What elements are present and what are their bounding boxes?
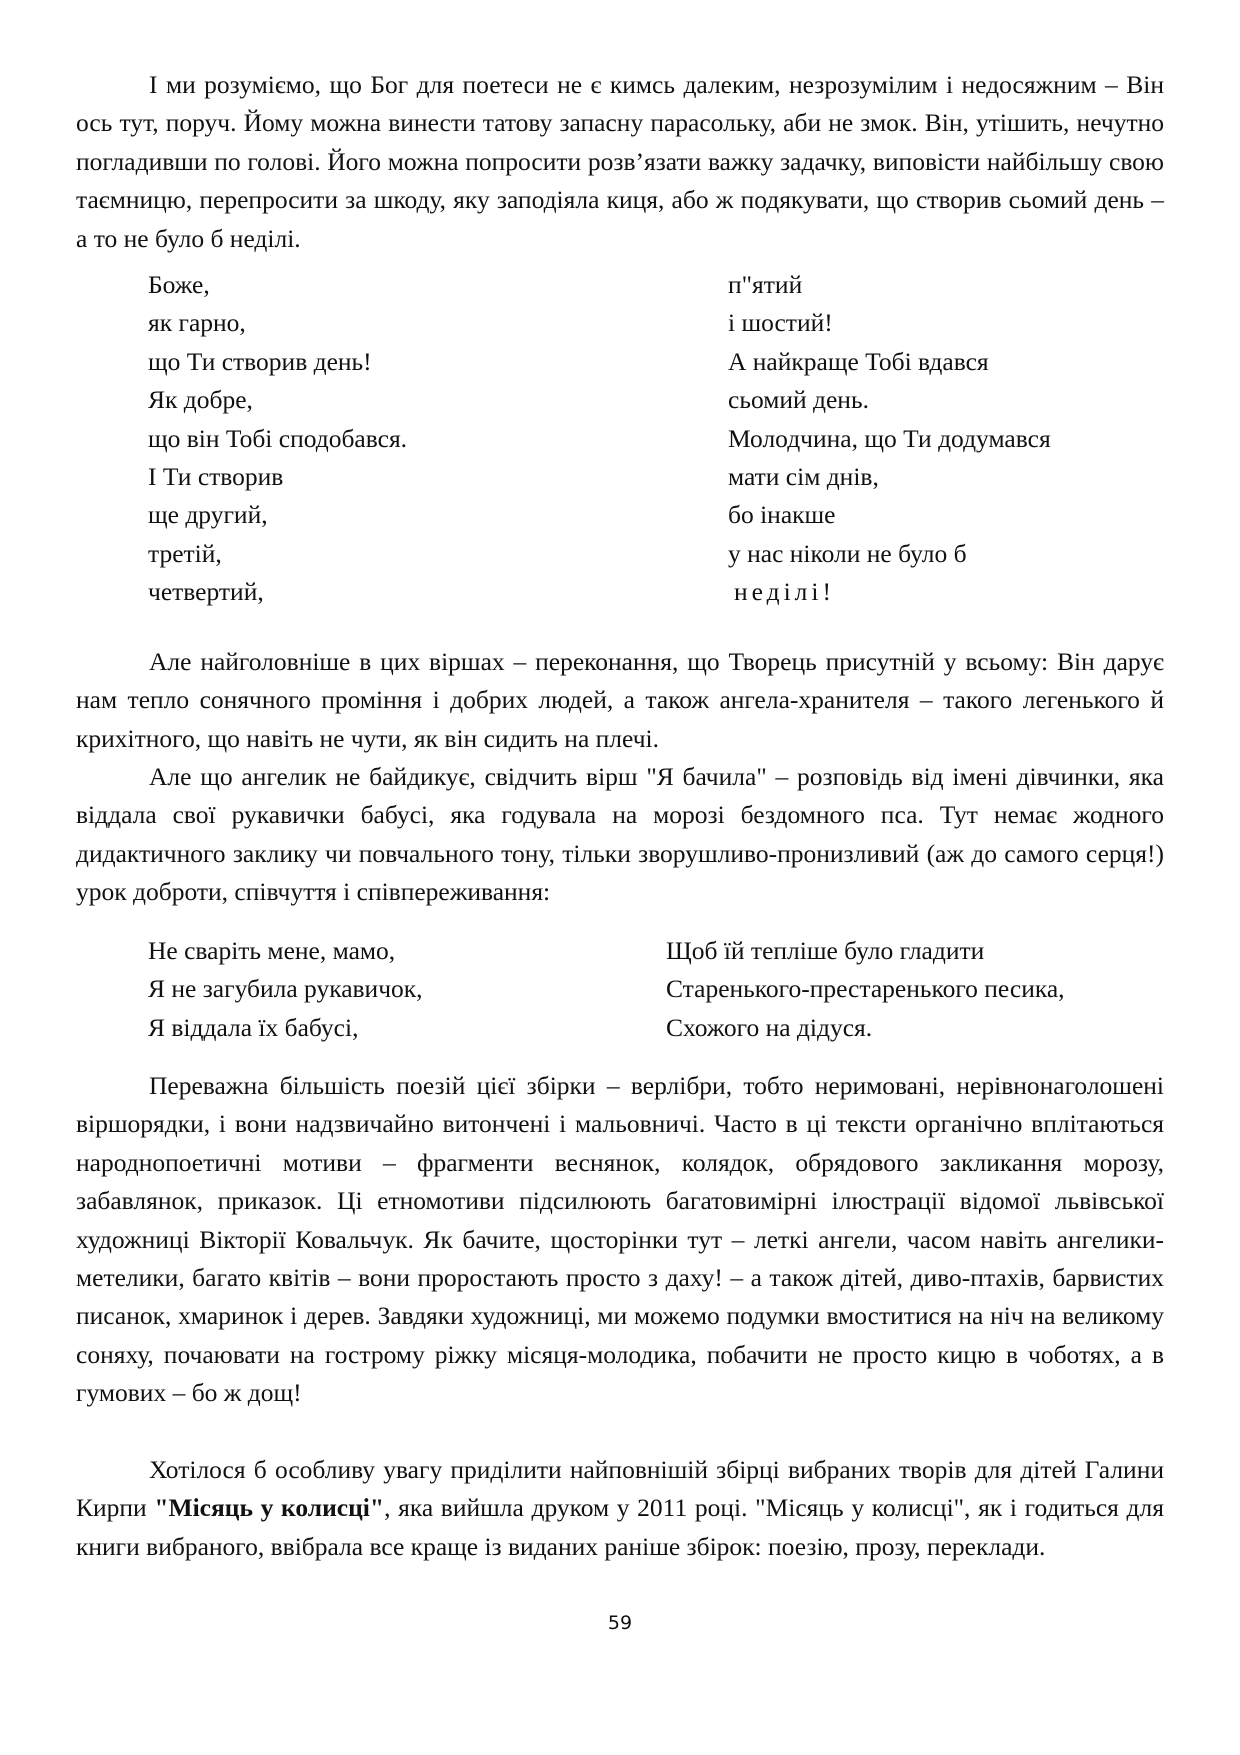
poem-line: Я віддала їх бабусі, [148, 1012, 359, 1042]
poem-1-right-column [728, 266, 1051, 612]
poem-1-left-column [148, 266, 407, 612]
poem-line: ще другий, [148, 500, 268, 530]
poem-line: Не сваріть мене, мамо, [148, 936, 396, 965]
poem-line: що він Тобі сподобався. [148, 423, 408, 453]
poem-line: п"ятий [728, 270, 803, 299]
poem-line: А найкраще Тобі вдався [728, 346, 989, 376]
poem-line: і шостий! [728, 308, 833, 338]
paragraph-4: Переважна більшість поезій цієї збірки – верлібри, тобто неримовані, нерівнонаголошені віршорядки, і вони надзвичайно витончені і мальовничі. Часто в ці тексти органічно вплітаються народнопоетичні мотиви – фрагменти веснянок, колядок, обрядового закликання морозу, забавлянок, приказок. Ці етномотиви підсилюють багатовимірні ілюстрації відомої львівської художниці Вікторії Ковальчук. Як бачите, щосторінки тут – леткі ангели, часом навіть ангелики-метелики, багато квітів – вони проростають просто з даху! – а також дітей, диво-птахів, барвистих писанок, хмаринок і дерев. Завдяки художниці, ми можемо подумки вмоститися на ніч на великому соняху, почаювати на гострому ріжку місяця-молодика, побачити не просто кицю в чоботях, а в гумових – бо ж дощ! [76, 1071, 1164, 1408]
poem-line: сьомий день. [728, 385, 869, 415]
poem-line: Старенького-престаренького песика, [666, 974, 1065, 1004]
poem-line: Як добре, [148, 385, 253, 415]
paragraph-5-text: Хотілося б особливу увагу приділити найповнішій збірці вибраних творів для дітей Галини Кирпи [76, 1455, 1164, 1523]
poem-line: у нас ніколи не було б [728, 538, 967, 568]
page-number: 59 [607, 1612, 633, 1634]
book-title: "Місяць у колисці" [154, 1493, 385, 1523]
poem-line: Щоб їй тепліше було гладити [666, 936, 985, 965]
paragraph-3: Але що ангелик не байдикує, свідчить вірш "Я бачила" – розповідь від імені дівчинки, яка віддала свої рукавички бабусі, яка годувала на морозі бездомного пса. Тут немає жодного дидактичного заклику чи повчального тону, тільки зворушливо-пронизливий (аж до самого серця!) урок доброти, співчуття і співпереживання: [76, 762, 1164, 907]
paragraph-1: І ми розуміємо, що Бог для поетеси не є кимсь далеким, незрозумілим і недосяжним – Він ось тут, поруч. Йому можна винести татову запасну парасольку, аби не змок. Він, утішить, нечутно погладивши по голові. Його можна попросити розв’язати важку задачку, виповісти найбільшу свою таємницю, перепросити за шкоду, яку заподіяла киця, або ж подякувати, що створив сьомий день – а то не було б неділі. [76, 70, 1164, 253]
poem-line: четвертий, [148, 577, 264, 607]
poem-line: неділі! [734, 577, 835, 607]
poem-line: Молодчина, що Ти додумався [728, 423, 1051, 453]
paragraph-5 [76, 1451, 1164, 1566]
poem-line: Схожого на дідуся. [666, 1012, 873, 1042]
poem-line: третій, [148, 538, 222, 568]
poem-line: Боже, [148, 270, 210, 299]
poem-line: Я не загубила рукавичок, [148, 974, 423, 1004]
poem-2-right-column [666, 932, 1065, 1047]
paragraph-2: Але найголовніше в цих віршах – переконання, що Творець присутній у всьому: Він дарує нам тепло сонячного проміння і добрих людей, а також ангела-хранителя – такого легенького й крихітного, що навіть не чути, як він сидить на плечі. [76, 647, 1164, 753]
poem-line: І Ти створив [148, 462, 284, 492]
poem-line: бо інакше [728, 500, 836, 530]
poem-line: як гарно, [148, 308, 246, 338]
poem-line: що Ти створив день! [148, 346, 372, 376]
poem-2-left-column [148, 932, 423, 1047]
poem-line: мати сім днів, [728, 462, 879, 492]
paragraph-5-text-end: , яка вийшла друком у 2011 році. "Місяць у колисці", як і годиться для книги вибраного, ввібрала все краще із виданих раніше збірок: поезію, прозу, переклади. [76, 1493, 1164, 1561]
